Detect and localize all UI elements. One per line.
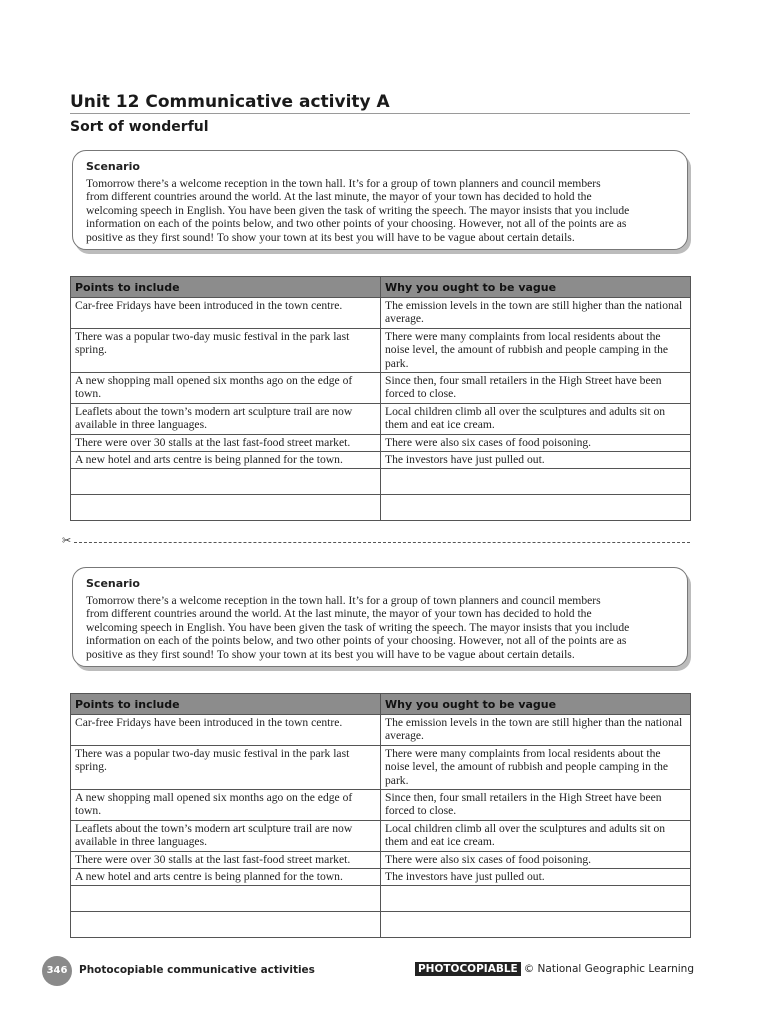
table-row: [71, 790, 691, 821]
reason-cell: The emission levels in the town are still higher than the national average.: [381, 715, 691, 746]
copyright-text: © National Geographic Learning: [523, 963, 694, 975]
column-header-vague: Why you ought to be vague: [381, 694, 691, 715]
table-row: [71, 373, 691, 404]
blank-cell[interactable]: [381, 886, 691, 912]
scenario-box: [72, 150, 688, 250]
point-cell: There was a popular two-day music festival in the park last spring.: [71, 328, 381, 372]
reason-cell: Since then, four small retailers in the High Street have been forced to close.: [381, 373, 691, 404]
point-cell: A new hotel and arts centre is being planned for the town.: [71, 452, 381, 469]
scenario-text: [86, 177, 673, 244]
table-row: [71, 851, 691, 868]
table-row: [71, 820, 691, 851]
blank-row: [71, 886, 691, 912]
blank-row: [71, 469, 691, 495]
scenario-line: positive as they first sound! To show your town at its best you will have to be vague about certain details.: [86, 230, 575, 244]
scenario-line: from different countries around the world. At the last minute, the mayor of your town has decided to hold the: [86, 607, 592, 621]
blank-row: [71, 495, 691, 521]
point-cell: Car-free Fridays have been introduced in the town centre.: [71, 715, 381, 746]
blank-cell[interactable]: [71, 495, 381, 521]
scenario-line: Tomorrow there’s a welcome reception in the town hall. It’s for a group of town planners and council members: [86, 177, 601, 190]
table-row: [71, 869, 691, 886]
table-row: [71, 434, 691, 451]
table-row: [71, 403, 691, 434]
table-row: [71, 745, 691, 789]
scenario-line: from different countries around the world. At the last minute, the mayor of your town has decided to hold the: [86, 190, 592, 204]
scissors-icon: ✂: [62, 535, 72, 547]
scenario-heading: Scenario: [86, 577, 140, 590]
page-number: 346: [42, 956, 72, 986]
reason-cell: The investors have just pulled out.: [381, 869, 691, 886]
scenario-line: information on each of the points below, and two other points of your choosing. However, not all of the points are as: [86, 634, 627, 648]
table-header-row: [71, 277, 691, 298]
table-row: [71, 715, 691, 746]
scenario-text: [86, 594, 673, 661]
scenario-line: welcoming speech in English. You have been given the task of writing the speech. The mayor insists that you include: [86, 620, 630, 634]
reason-cell: The investors have just pulled out.: [381, 452, 691, 469]
footer-label: Photocopiable communicative activities: [79, 964, 315, 976]
point-cell: There was a popular two-day music festival in the park last spring.: [71, 745, 381, 789]
table-row: [71, 328, 691, 372]
point-cell: Leaflets about the town’s modern art sculpture trail are now available in three languages.: [71, 820, 381, 851]
table-row: [71, 452, 691, 469]
blank-cell[interactable]: [381, 912, 691, 938]
points-table: [70, 693, 691, 938]
page-subtitle: Sort of wonderful: [70, 119, 209, 135]
column-header-points: Points to include: [71, 694, 381, 715]
reason-cell: The emission levels in the town are still higher than the national average.: [381, 298, 691, 329]
scenario-line: welcoming speech in English. You have been given the task of writing the speech. The mayor insists that you include: [86, 203, 630, 217]
scenario-heading: Scenario: [86, 160, 140, 173]
scenario-line: Tomorrow there’s a welcome reception in the town hall. It’s for a group of town planners and council members: [86, 594, 601, 607]
point-cell: Leaflets about the town’s modern art sculpture trail are now available in three languages.: [71, 403, 381, 434]
reason-cell: There were many complaints from local residents about the noise level, the amount of rubbish and people camping in the park.: [381, 745, 691, 789]
reason-cell: Local children climb all over the sculptures and adults sit on them and eat ice cream.: [381, 820, 691, 851]
point-cell: A new shopping mall opened six months ago on the edge of town.: [71, 373, 381, 404]
photocopiable-badge: PHOTOCOPIABLE: [415, 962, 521, 976]
scenario-line: information on each of the points below, and two other points of your choosing. However, not all of the points are as: [86, 217, 627, 231]
blank-cell[interactable]: [71, 469, 381, 495]
point-cell: Car-free Fridays have been introduced in the town centre.: [71, 298, 381, 329]
column-header-points: Points to include: [71, 277, 381, 298]
footer-copyright-block: [415, 963, 694, 975]
point-cell: There were over 30 stalls at the last fast-food street market.: [71, 851, 381, 868]
scenario-box: [72, 567, 688, 667]
table-row: [71, 298, 691, 329]
reason-cell: There were many complaints from local residents about the noise level, the amount of rubbish and people camping in the park.: [381, 328, 691, 372]
activity-card-top: [70, 150, 690, 521]
page-title: Unit 12 Communicative activity A: [70, 92, 690, 114]
reason-cell: Since then, four small retailers in the High Street have been forced to close.: [381, 790, 691, 821]
blank-cell[interactable]: [71, 886, 381, 912]
blank-cell[interactable]: [381, 469, 691, 495]
reason-cell: Local children climb all over the sculptures and adults sit on them and eat ice cream.: [381, 403, 691, 434]
point-cell: A new hotel and arts centre is being planned for the town.: [71, 869, 381, 886]
scenario-line: positive as they first sound! To show your town at its best you will have to be vague about certain details.: [86, 647, 575, 661]
blank-cell[interactable]: [71, 912, 381, 938]
points-table: [70, 276, 691, 521]
reason-cell: There were also six cases of food poisoning.: [381, 434, 691, 451]
activity-card-bottom: [70, 567, 690, 938]
cut-line: [62, 535, 690, 547]
dashed-divider: [74, 542, 690, 543]
blank-row: [71, 912, 691, 938]
table-header-row: [71, 694, 691, 715]
point-cell: There were over 30 stalls at the last fast-food street market.: [71, 434, 381, 451]
point-cell: A new shopping mall opened six months ago on the edge of town.: [71, 790, 381, 821]
column-header-vague: Why you ought to be vague: [381, 277, 691, 298]
reason-cell: There were also six cases of food poisoning.: [381, 851, 691, 868]
blank-cell[interactable]: [381, 495, 691, 521]
page-footer: [42, 956, 702, 986]
